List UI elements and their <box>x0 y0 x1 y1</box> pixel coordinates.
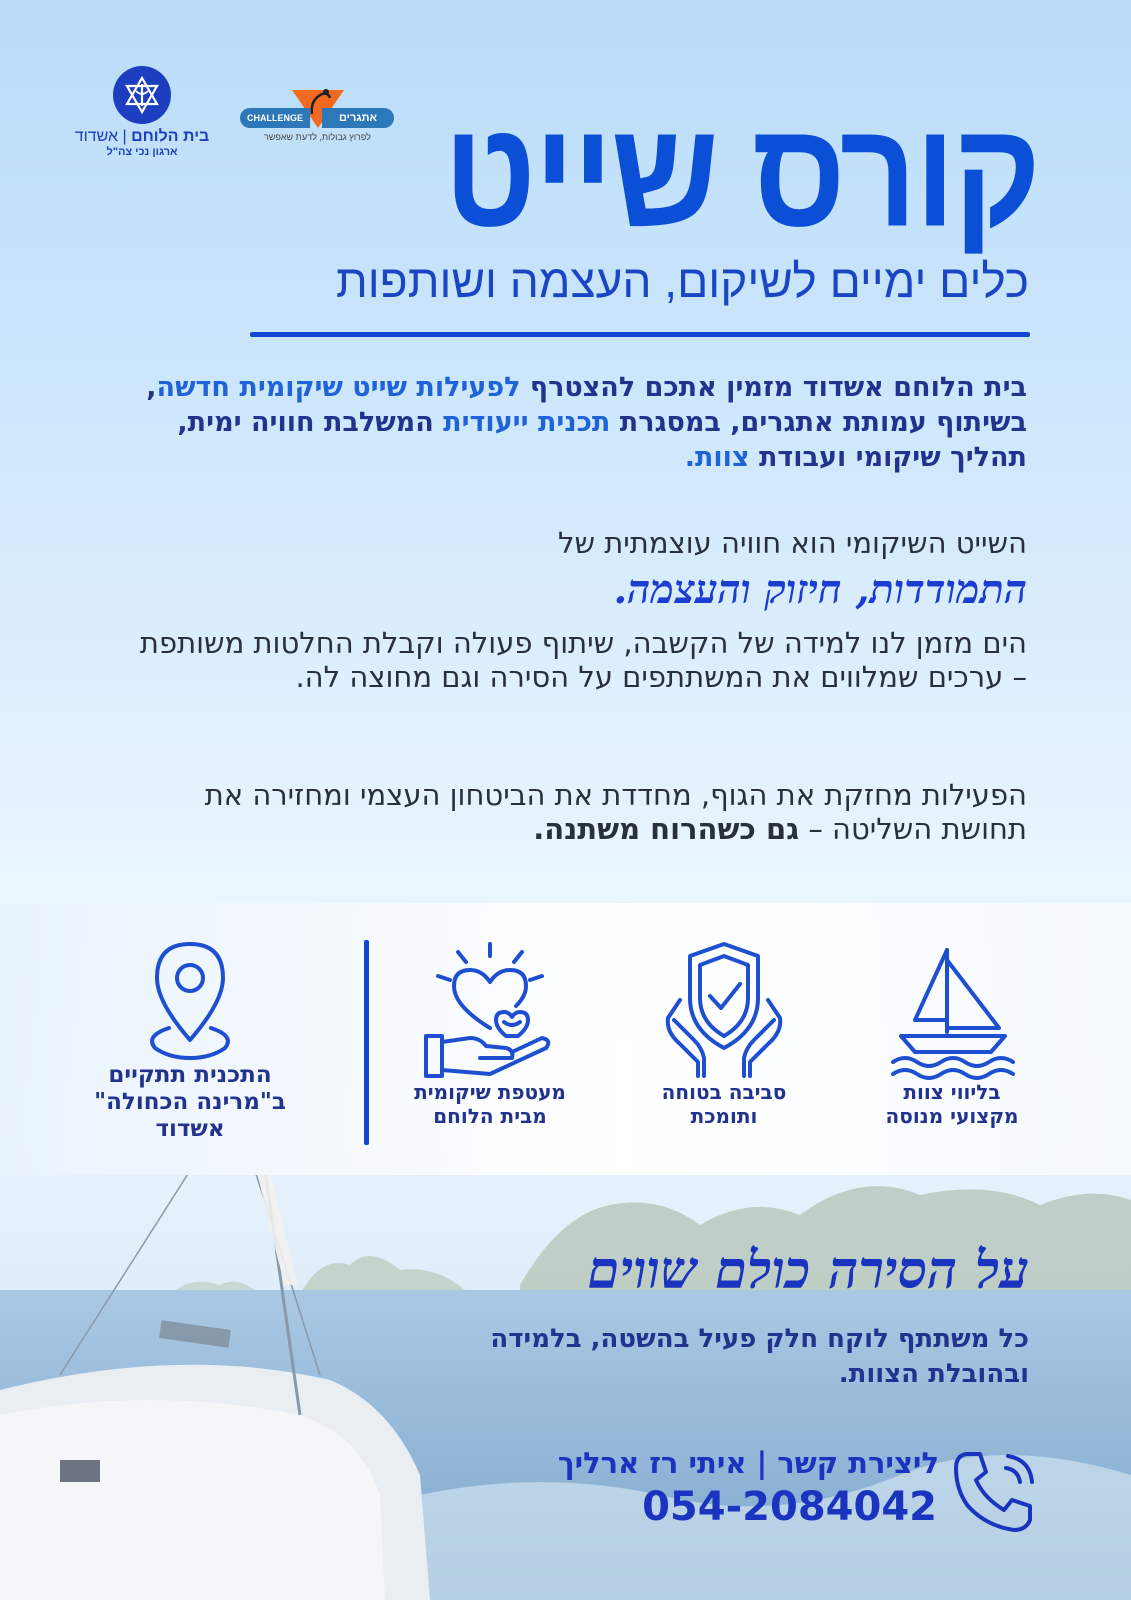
location-pin-icon <box>135 940 245 1062</box>
shield-hands-icon <box>654 940 794 1080</box>
etgarim-logo <box>240 82 395 152</box>
body-paragraph-2: הים מזמן לנו למידה של הקשבה, שיתוף פעולה וקבלת החלטות משותפת – ערכים שמלווים את המשתתפים על הסירה וגם מחוצה לה. <box>139 626 1027 694</box>
title-divider <box>250 332 1030 337</box>
feature-label: התכנית תתקיים ב"מרינה הכחולה" אשדוד <box>94 1062 286 1142</box>
tagline-subtext: כל משתתף לוקח חלק פעיל בהשטה, בלמידה ובהובלת הצוות. <box>490 1324 1029 1389</box>
page-title: קורס שייט <box>443 91 1039 258</box>
body-paragraph-3: הפעילות מחזקת את הגוף, מחדדת את הביטחון העצמי ומחזירה את תחושת השליטה – גם כשהרוח משתנה. <box>204 778 1027 846</box>
feature-label: בליווי צוות מקצועי מנוסה <box>885 1080 1019 1128</box>
page-subtitle: כלים ימיים לשיקום, העצמה ושותפות <box>335 255 1029 307</box>
script-highlight: התמודדות, חיזוק והעצמה. <box>613 566 1027 613</box>
feature-safe-environment <box>624 940 824 1128</box>
phone-number[interactable]: 054-2084042 <box>642 1484 937 1530</box>
intro-paragraph: בית הלוחם אשדוד מזמין אתכם להצטרף לפעילות שייט שיקומית חדשה, בשיתוף עמותת אתגרים, במסגרת תכנית ייעודית המשלבת חוויה ימית, תהליך שיקומי ועבודת צוות. <box>146 372 1027 473</box>
feature-location <box>90 940 290 1143</box>
idf-emblem-icon <box>113 66 171 124</box>
contact-label: ליצירת קשר | איתי רז ארליך <box>557 1446 939 1480</box>
heart-hand-icon <box>420 940 560 1080</box>
etgarim-name-en: CHALLENGE <box>240 108 310 128</box>
etgarim-tagline: לפרוץ גבולות, לדעת שאפשר <box>264 132 371 142</box>
beit-halochem-name: בית הלוחם | אשדוד <box>74 128 210 145</box>
tagline-script: על הסירה כולם שווים <box>587 1240 1029 1301</box>
feature-rehab-support <box>390 940 590 1128</box>
etgarim-name-he: אתגרים <box>322 108 394 128</box>
feature-label: סביבה בטוחה ותומכת <box>661 1080 787 1128</box>
features-divider <box>364 940 369 1145</box>
phone-icon <box>952 1446 1042 1536</box>
feature-label: מעטפת שיקומית מבית הלוחם <box>414 1080 566 1128</box>
sailboat-icon <box>887 940 1017 1080</box>
beit-halochem-subtitle: ארגון נכי צה"ל <box>106 146 178 158</box>
beit-halochem-logo <box>62 66 222 176</box>
body-paragraph-1: השייט השיקומי הוא חוויה עוצמתית של <box>558 526 1027 560</box>
feature-professional-crew <box>852 940 1052 1128</box>
